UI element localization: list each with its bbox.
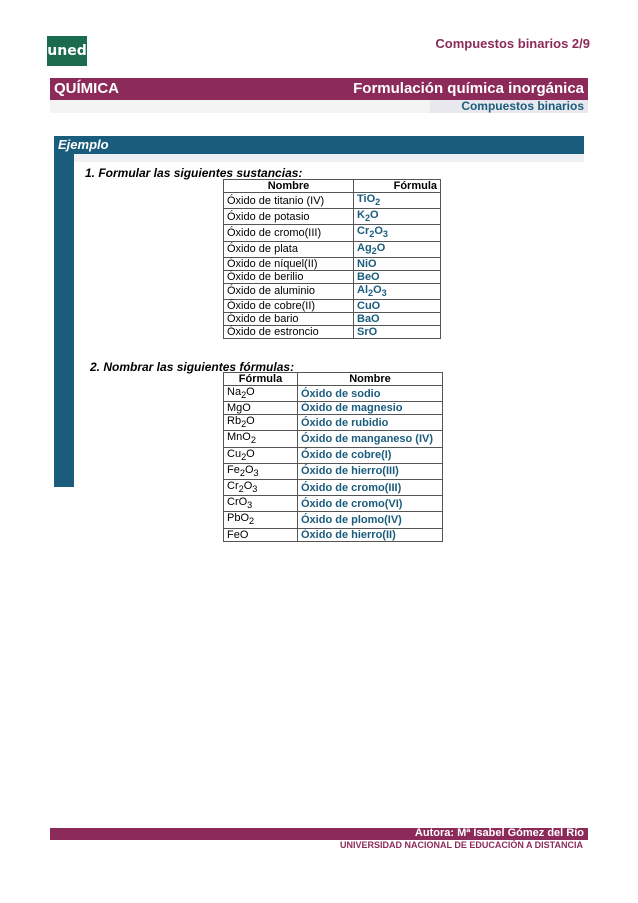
table-row: [224, 402, 443, 415]
col-formula-header: Fórmula: [354, 180, 441, 193]
formula-cell: $Rb_2O$: [224, 415, 298, 431]
col-name-header: Nombre: [224, 180, 354, 193]
section-sidebar: [54, 154, 74, 487]
section-title: Ejemplo: [58, 137, 109, 152]
table-row: [224, 415, 443, 431]
formula-cell: $K_2O$: [354, 209, 441, 225]
subtopic-stripe: [50, 100, 430, 113]
col-formula-header: Fórmula: [224, 373, 298, 386]
page-label: Compuestos binarios 2/9: [435, 36, 590, 51]
table-row: [224, 299, 441, 312]
formula-cell: PbO$_2$: [224, 512, 298, 528]
table-row: [224, 528, 443, 541]
subtopic-title: Compuestos binarios: [461, 99, 584, 113]
formula-cell: $Fe_2O_3$: [224, 463, 298, 479]
table-row: [224, 463, 443, 479]
header-bar: [50, 78, 588, 100]
footer-bar: [50, 828, 588, 840]
formula-cell: $Cr_2O_3$: [354, 225, 441, 241]
table-row: [224, 193, 441, 209]
formula-cell: NiO: [354, 257, 441, 270]
table-row: [224, 209, 441, 225]
table-row: [224, 512, 443, 528]
name-cell: Óxido de cromo(III): [298, 479, 443, 495]
exercise1-heading: 1. Formular las siguientes sustancias:: [85, 166, 303, 180]
name-cell: Óxido de plata: [224, 241, 354, 257]
formula-cell: $Na_2O$: [224, 386, 298, 402]
table-row: [224, 241, 441, 257]
name-cell: Óxido de aluminio: [224, 283, 354, 299]
name-cell: Óxido de titanio (IV): [224, 193, 354, 209]
col-name-header: Nombre: [298, 373, 443, 386]
name-cell: Óxido de níquel(II): [224, 257, 354, 270]
subject-title: QUÍMICA: [54, 80, 119, 97]
table-row: [224, 312, 441, 325]
name-cell: Óxido de magnesio: [298, 402, 443, 415]
formula-cell: TiO$_2$: [354, 193, 441, 209]
table-row: [224, 386, 443, 402]
name-cell: Óxido de plomo(IV): [298, 512, 443, 528]
subtopic-bar: [50, 100, 588, 113]
name-cell: Óxido de manganeso (IV): [298, 431, 443, 447]
table-row: [224, 225, 441, 241]
table-header-row: [224, 180, 441, 193]
formula-cell: $Ag_2O$: [354, 241, 441, 257]
name-cell: Óxido de estroncio: [224, 325, 354, 338]
name-cell: Óxido de berilio: [224, 270, 354, 283]
section-light-strip: [74, 154, 584, 162]
name-cell: Óxido de hierro(II): [298, 528, 443, 541]
name-cell: Óxido de rubidio: [298, 415, 443, 431]
exercise2-table: [223, 372, 443, 542]
formula-cell: MgO: [224, 402, 298, 415]
university-name: UNIVERSIDAD NACIONAL DE EDUCACIÓN A DISTANCIA: [339, 840, 583, 850]
name-cell: Óxido de cobre(II): [224, 299, 354, 312]
exercise1-table: [223, 179, 441, 339]
table-row: [224, 257, 441, 270]
formula-cell: $Al_2O_3$: [354, 283, 441, 299]
formula-cell: CuO: [354, 299, 441, 312]
table-row: [224, 270, 441, 283]
section-bar: [54, 136, 584, 154]
author-credit: Autora: Mª Isabel Gómez del Río: [414, 827, 584, 839]
table-row: [224, 447, 443, 463]
name-cell: Óxido de sodio: [298, 386, 443, 402]
name-cell: Óxido de hierro(III): [298, 463, 443, 479]
name-cell: Óxido de cobre(I): [298, 447, 443, 463]
exercise2-heading: 2. Nombrar las siguientes fórmulas:: [90, 360, 295, 374]
formula-cell: SrO: [354, 325, 441, 338]
name-cell: Óxido de bario: [224, 312, 354, 325]
table-row: [224, 283, 441, 299]
formula-cell: BaO: [354, 312, 441, 325]
formula-cell: BeO: [354, 270, 441, 283]
uned-logo: uned: [47, 36, 87, 66]
name-cell: Óxido de potasio: [224, 209, 354, 225]
table-header-row: [224, 373, 443, 386]
name-cell: Óxido de cromo(III): [224, 225, 354, 241]
table-row: [224, 479, 443, 495]
topic-title: Formulación química inorgánica: [353, 80, 584, 97]
table-row: [224, 325, 441, 338]
formula-cell: $Cr_2O_3$: [224, 479, 298, 495]
name-cell: Óxido de cromo(VI): [298, 496, 443, 512]
table-row: [224, 496, 443, 512]
formula-cell: MnO$_2$: [224, 431, 298, 447]
table-row: [224, 431, 443, 447]
formula-cell: $Cu_2O$: [224, 447, 298, 463]
formula-cell: CrO$_3$: [224, 496, 298, 512]
formula-cell: FeO: [224, 528, 298, 541]
